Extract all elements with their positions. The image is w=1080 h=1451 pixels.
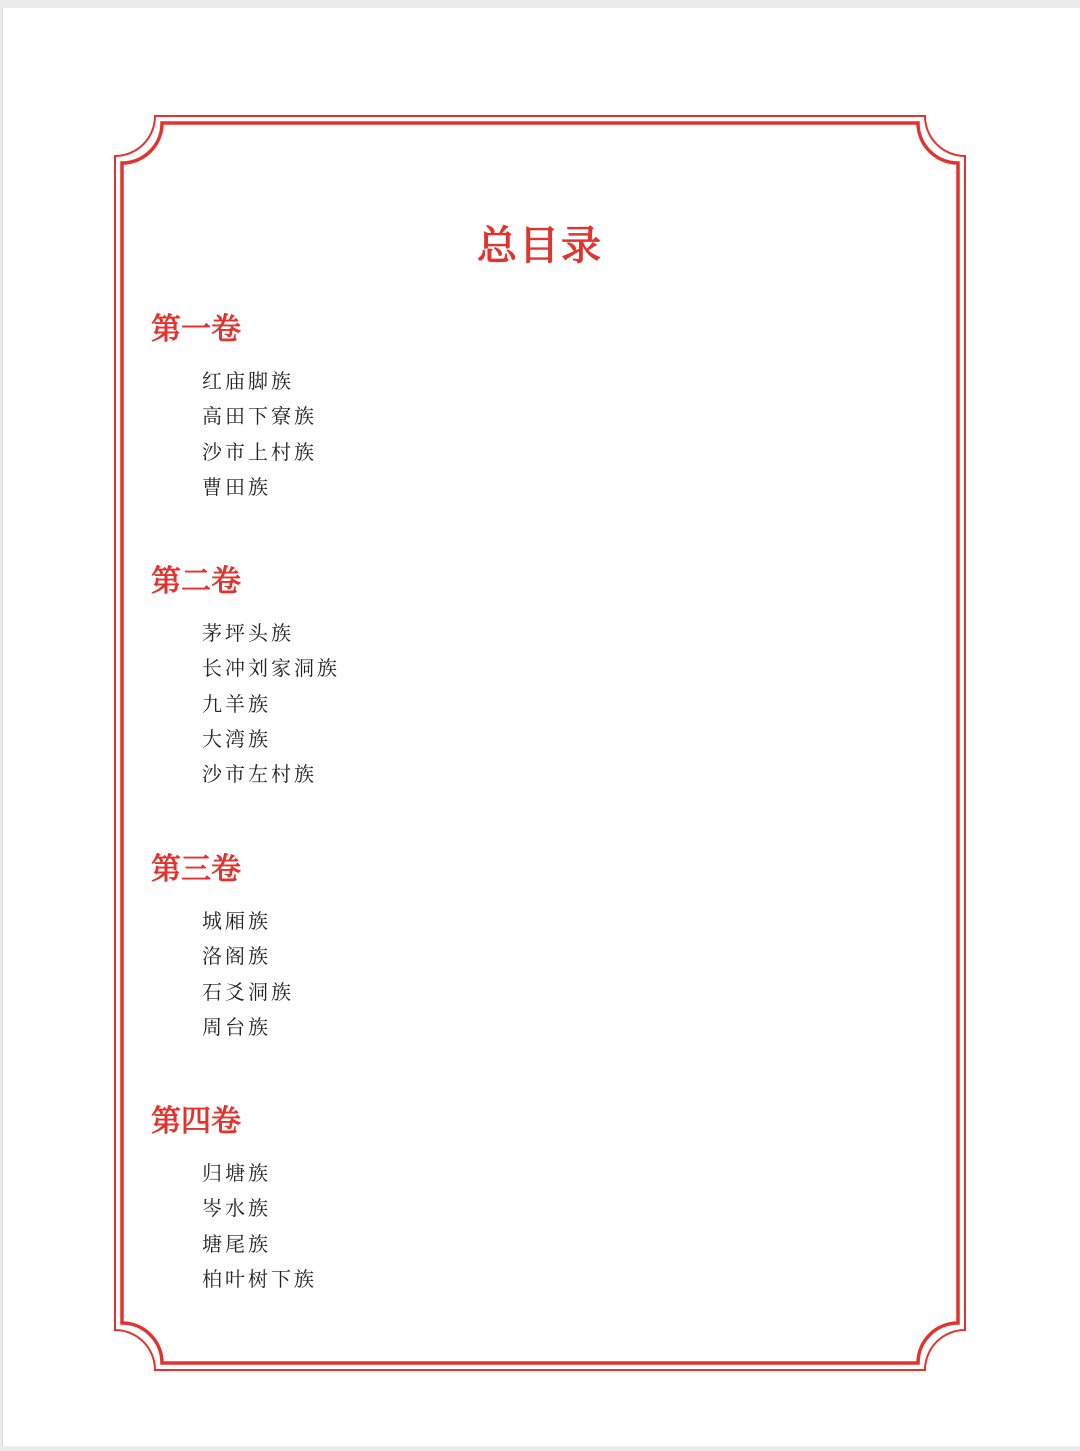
list-item: 塘尾族 <box>202 1231 271 1256</box>
list-item: 曹田族 <box>202 474 271 499</box>
page-title: 总目录 <box>477 222 603 269</box>
volume-title: 第二卷 <box>151 564 241 599</box>
list-item: 岑水族 <box>202 1196 271 1221</box>
volume-2 <box>151 561 340 787</box>
list-item: 沙市左村族 <box>202 762 317 787</box>
list-item: 大湾族 <box>202 726 271 751</box>
list-item: 九羊族 <box>202 691 271 716</box>
list-item: 红庙脚族 <box>202 369 294 393</box>
list-item: 城厢族 <box>202 909 271 933</box>
list-item: 茅坪头族 <box>202 621 294 645</box>
list-item: 沙市上村族 <box>202 439 317 464</box>
volume-title: 第三卷 <box>151 852 241 887</box>
volume-4 <box>151 1101 317 1291</box>
list-item: 周台族 <box>202 1014 271 1039</box>
list-item: 长冲刘家洞族 <box>202 656 340 681</box>
entry-list <box>202 904 294 1045</box>
volume-1 <box>151 309 317 499</box>
list-item: 归塘族 <box>202 1161 271 1185</box>
list-item: 石爻洞族 <box>202 979 294 1004</box>
list-item: 高田下寮族 <box>202 404 317 429</box>
volume-3 <box>151 849 294 1039</box>
volume-title: 第一卷 <box>151 312 241 347</box>
entry-list <box>202 616 340 792</box>
volume-title: 第四卷 <box>151 1104 241 1139</box>
list-item: 洛阁族 <box>202 944 271 969</box>
entry-list <box>202 1156 317 1297</box>
entry-list <box>202 364 317 505</box>
list-item: 柏叶树下族 <box>202 1266 317 1291</box>
